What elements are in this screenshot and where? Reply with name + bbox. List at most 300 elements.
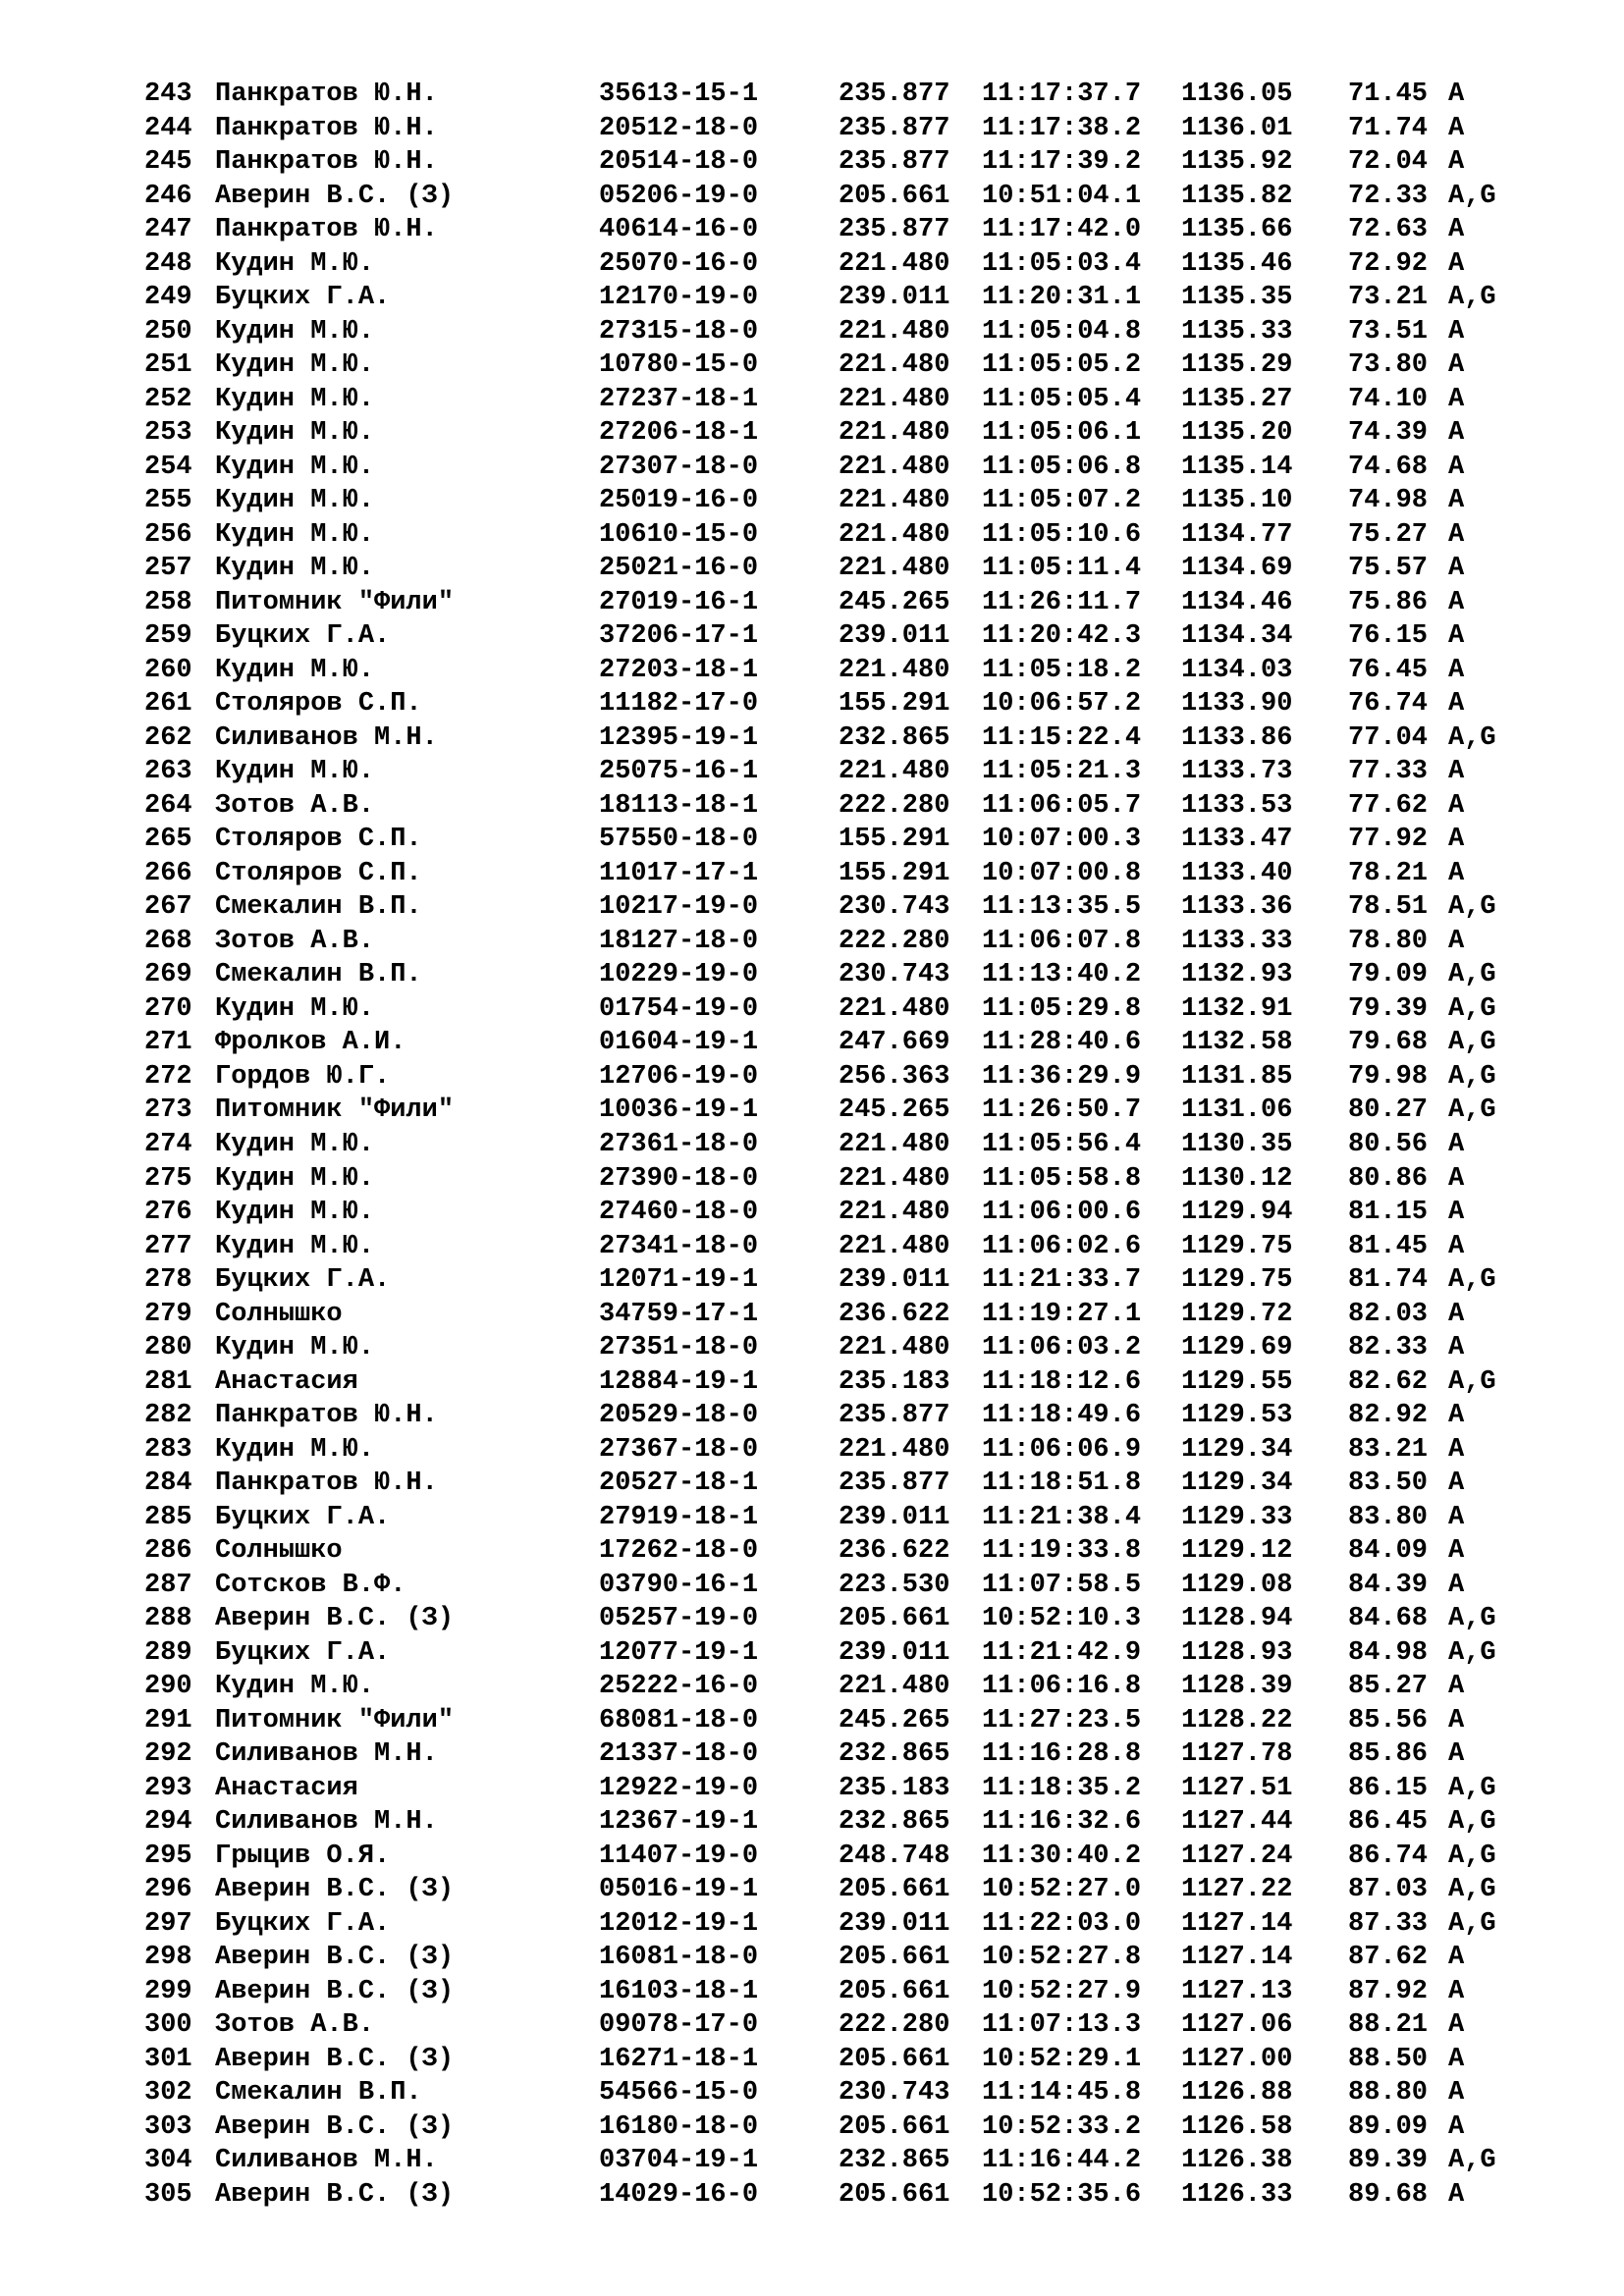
fancier-name: Панкратов Ю.Н. (215, 147, 438, 178)
distance: 205.661 (839, 1943, 950, 1973)
distance: 239.011 (839, 1637, 950, 1668)
place-number: 255 (144, 486, 192, 516)
fancier-name: Силиванов М.Н. (215, 1807, 438, 1838)
place-number: 283 (144, 1434, 192, 1465)
arrival-time: 11:21:38.4 (982, 1502, 1142, 1532)
distance: 245.265 (839, 587, 950, 617)
coefficient: 72.63 (1348, 215, 1429, 245)
ring-number: 25070-16-0 (599, 248, 759, 279)
ring-number: 57550-18-0 (599, 825, 759, 855)
fancier-name: Кудин М.Ю. (215, 248, 375, 279)
fancier-name: Буцких Г.А. (215, 1265, 391, 1296)
coefficient: 86.45 (1348, 1807, 1429, 1838)
table-row (0, 789, 1624, 824)
fancier-name: Аверин В.С. (З) (215, 181, 455, 211)
category-mark: A,G (1448, 1908, 1496, 1939)
coefficient: 82.62 (1348, 1366, 1429, 1397)
table-row (0, 1873, 1624, 1907)
speed: 1129.08 (1181, 1570, 1293, 1600)
table-row (0, 247, 1624, 282)
table-row (0, 1907, 1624, 1942)
ring-number: 35613-15-1 (599, 80, 759, 109)
fancier-name: Солнышко (215, 1299, 343, 1329)
table-row (0, 1975, 1624, 2009)
coefficient: 87.33 (1348, 1908, 1429, 1939)
coefficient: 75.27 (1348, 519, 1429, 550)
table-row (0, 890, 1624, 925)
table-row (0, 78, 1624, 112)
ring-number: 12395-19-1 (599, 722, 759, 753)
arrival-time: 11:05:05.2 (982, 350, 1142, 381)
table-row (0, 1941, 1624, 1975)
speed: 1133.40 (1181, 858, 1293, 888)
arrival-time: 11:16:44.2 (982, 2146, 1142, 2176)
arrival-time: 10:52:29.1 (982, 2044, 1142, 2074)
category-mark: A (1448, 215, 1465, 245)
place-number: 260 (144, 655, 192, 685)
coefficient: 74.39 (1348, 418, 1429, 449)
speed: 1129.69 (1181, 1333, 1293, 1363)
fancier-name: Панкратов Ю.Н. (215, 1401, 438, 1431)
ring-number: 10229-19-0 (599, 960, 759, 990)
fancier-name: Аверин В.С. (З) (215, 2044, 455, 2074)
ring-number: 12170-19-0 (599, 283, 759, 313)
distance: 235.877 (839, 147, 950, 178)
category-mark: A (1448, 1739, 1465, 1770)
arrival-time: 10:51:04.1 (982, 181, 1142, 211)
table-row (0, 1399, 1624, 1433)
ring-number: 12367-19-1 (599, 1807, 759, 1838)
category-mark: A (1448, 316, 1465, 347)
place-number: 259 (144, 621, 192, 652)
ring-number: 18127-18-0 (599, 926, 759, 956)
table-row (0, 1569, 1624, 1603)
speed: 1135.33 (1181, 316, 1293, 347)
arrival-time: 11:05:58.8 (982, 1163, 1142, 1194)
arrival-time: 11:19:27.1 (982, 1299, 1142, 1329)
fancier-name: Столяров С.П. (215, 689, 422, 720)
arrival-time: 11:18:12.6 (982, 1366, 1142, 1397)
table-row (0, 586, 1624, 620)
speed: 1126.58 (1181, 2111, 1293, 2142)
fancier-name: Кудин М.Ю. (215, 316, 375, 347)
coefficient: 85.56 (1348, 1705, 1429, 1735)
distance: 221.480 (839, 1333, 950, 1363)
coefficient: 87.92 (1348, 1976, 1429, 2006)
category-mark: A (1448, 519, 1465, 550)
fancier-name: Столяров С.П. (215, 825, 422, 855)
distance: 232.865 (839, 1739, 950, 1770)
ring-number: 12706-19-0 (599, 1061, 759, 1092)
fancier-name: Кудин М.Ю. (215, 1163, 375, 1194)
distance: 221.480 (839, 1231, 950, 1261)
ring-number: 27361-18-0 (599, 1129, 759, 1159)
place-number: 256 (144, 519, 192, 550)
ring-number: 12077-19-1 (599, 1637, 759, 1668)
distance: 205.661 (839, 2179, 950, 2210)
arrival-time: 11:17:37.7 (982, 80, 1142, 109)
category-mark: A,G (1448, 892, 1496, 923)
arrival-time: 11:26:50.7 (982, 1095, 1142, 1126)
speed: 1131.06 (1181, 1095, 1293, 1126)
ring-number: 16271-18-1 (599, 2044, 759, 2074)
table-row (0, 213, 1624, 247)
speed: 1135.10 (1181, 486, 1293, 516)
ring-number: 37206-17-1 (599, 621, 759, 652)
category-mark: A (1448, 2111, 1465, 2142)
distance: 232.865 (839, 2146, 950, 2176)
fancier-name: Кудин М.Ю. (215, 486, 375, 516)
table-row (0, 1737, 1624, 1772)
ring-number: 05257-19-0 (599, 1604, 759, 1634)
place-number: 244 (144, 113, 192, 143)
ring-number: 16081-18-0 (599, 1943, 759, 1973)
arrival-time: 11:21:33.7 (982, 1265, 1142, 1296)
coefficient: 84.39 (1348, 1570, 1429, 1600)
table-row (0, 2178, 1624, 2213)
place-number: 279 (144, 1299, 192, 1329)
fancier-name: Кудин М.Ю. (215, 1129, 375, 1159)
ring-number: 27390-18-0 (599, 1163, 759, 1194)
coefficient: 82.03 (1348, 1299, 1429, 1329)
coefficient: 73.21 (1348, 283, 1429, 313)
fancier-name: Кудин М.Ю. (215, 757, 375, 787)
arrival-time: 11:05:29.8 (982, 993, 1142, 1024)
speed: 1129.75 (1181, 1231, 1293, 1261)
coefficient: 82.92 (1348, 1401, 1429, 1431)
category-mark: A (1448, 1129, 1465, 1159)
speed: 1129.55 (1181, 1366, 1293, 1397)
category-mark: A (1448, 1434, 1465, 1465)
ring-number: 68081-18-0 (599, 1705, 759, 1735)
category-mark: A (1448, 1198, 1465, 1228)
ring-number: 10217-19-0 (599, 892, 759, 923)
category-mark: A,G (1448, 1637, 1496, 1668)
category-mark: A,G (1448, 1265, 1496, 1296)
fancier-name: Панкратов Ю.Н. (215, 80, 438, 109)
fancier-name: Фролков А.И. (215, 1028, 406, 1058)
category-mark: A (1448, 147, 1465, 178)
coefficient: 76.74 (1348, 689, 1429, 720)
speed: 1128.39 (1181, 1672, 1293, 1702)
arrival-time: 11:17:39.2 (982, 147, 1142, 178)
place-number: 270 (144, 993, 192, 1024)
arrival-time: 11:05:06.8 (982, 452, 1142, 482)
category-mark: A (1448, 452, 1465, 482)
speed: 1129.12 (1181, 1536, 1293, 1567)
speed: 1135.20 (1181, 418, 1293, 449)
coefficient: 85.86 (1348, 1739, 1429, 1770)
ring-number: 40614-16-0 (599, 215, 759, 245)
distance: 221.480 (839, 452, 950, 482)
fancier-name: Смекалин В.П. (215, 960, 422, 990)
arrival-time: 11:07:13.3 (982, 2010, 1142, 2041)
category-mark: A (1448, 689, 1465, 720)
ring-number: 25075-16-1 (599, 757, 759, 787)
arrival-time: 10:52:27.8 (982, 1943, 1142, 1973)
fancier-name: Зотов А.В. (215, 926, 375, 956)
speed: 1134.34 (1181, 621, 1293, 652)
speed: 1127.78 (1181, 1739, 1293, 1770)
coefficient: 71.74 (1348, 113, 1429, 143)
arrival-time: 11:05:07.2 (982, 486, 1142, 516)
arrival-time: 11:18:51.8 (982, 1468, 1142, 1499)
speed: 1126.33 (1181, 2179, 1293, 2210)
category-mark: A (1448, 2078, 1465, 2109)
fancier-name: Панкратов Ю.Н. (215, 215, 438, 245)
coefficient: 77.62 (1348, 790, 1429, 821)
distance: 221.480 (839, 350, 950, 381)
coefficient: 76.45 (1348, 655, 1429, 685)
speed: 1127.06 (1181, 2010, 1293, 2041)
coefficient: 84.98 (1348, 1637, 1429, 1668)
table-row (0, 1670, 1624, 1704)
speed: 1134.46 (1181, 587, 1293, 617)
coefficient: 77.04 (1348, 722, 1429, 753)
table-row (0, 2144, 1624, 2178)
fancier-name: Панкратов Ю.Н. (215, 1468, 438, 1499)
distance: 205.661 (839, 2044, 950, 2074)
fancier-name: Аверин В.С. (З) (215, 2111, 455, 2142)
arrival-time: 11:05:06.1 (982, 418, 1142, 449)
coefficient: 78.21 (1348, 858, 1429, 888)
arrival-time: 11:06:06.9 (982, 1434, 1142, 1465)
arrival-time: 11:30:40.2 (982, 1841, 1142, 1871)
category-mark: A (1448, 1299, 1465, 1329)
table-row (0, 1704, 1624, 1738)
place-number: 267 (144, 892, 192, 923)
results-list (0, 78, 1624, 2212)
distance: 205.661 (839, 1976, 950, 2006)
ring-number: 11182-17-0 (599, 689, 759, 720)
fancier-name: Анастасия (215, 1773, 358, 1803)
fancier-name: Зотов А.В. (215, 2010, 375, 2041)
coefficient: 73.80 (1348, 350, 1429, 381)
fancier-name: Аверин В.С. (З) (215, 1604, 455, 1634)
distance: 245.265 (839, 1705, 950, 1735)
arrival-time: 10:06:57.2 (982, 689, 1142, 720)
distance: 236.622 (839, 1536, 950, 1567)
fancier-name: Аверин В.С. (З) (215, 1943, 455, 1973)
table-row (0, 1060, 1624, 1095)
ring-number: 27367-18-0 (599, 1434, 759, 1465)
fancier-name: Буцких Г.А. (215, 621, 391, 652)
speed: 1128.22 (1181, 1705, 1293, 1735)
category-mark: A,G (1448, 283, 1496, 313)
speed: 1128.93 (1181, 1637, 1293, 1668)
fancier-name: Кудин М.Ю. (215, 384, 375, 414)
coefficient: 86.74 (1348, 1841, 1429, 1871)
distance: 230.743 (839, 960, 950, 990)
distance: 155.291 (839, 858, 950, 888)
place-number: 252 (144, 384, 192, 414)
fancier-name: Буцких Г.А. (215, 1908, 391, 1939)
table-row (0, 180, 1624, 214)
speed: 1133.73 (1181, 757, 1293, 787)
arrival-time: 11:18:49.6 (982, 1401, 1142, 1431)
arrival-time: 11:05:05.4 (982, 384, 1142, 414)
table-row (0, 1094, 1624, 1128)
category-mark: A (1448, 1976, 1465, 2006)
distance: 205.661 (839, 181, 950, 211)
coefficient: 79.39 (1348, 993, 1429, 1024)
speed: 1129.72 (1181, 1299, 1293, 1329)
ring-number: 01754-19-0 (599, 993, 759, 1024)
category-mark: A (1448, 1401, 1465, 1431)
arrival-time: 11:05:11.4 (982, 554, 1142, 584)
place-number: 280 (144, 1333, 192, 1363)
coefficient: 76.15 (1348, 621, 1429, 652)
table-row (0, 823, 1624, 857)
speed: 1127.14 (1181, 1943, 1293, 1973)
coefficient: 89.39 (1348, 2146, 1429, 2176)
fancier-name: Кудин М.Ю. (215, 993, 375, 1024)
place-number: 296 (144, 1875, 192, 1905)
place-number: 276 (144, 1198, 192, 1228)
table-row (0, 1805, 1624, 1840)
table-row (0, 1298, 1624, 1332)
fancier-name: Грыцив О.Я. (215, 1841, 391, 1871)
table-row (0, 1128, 1624, 1162)
speed: 1135.29 (1181, 350, 1293, 381)
coefficient: 79.09 (1348, 960, 1429, 990)
arrival-time: 11:19:33.8 (982, 1536, 1142, 1567)
table-row (0, 552, 1624, 586)
fancier-name: Аверин В.С. (З) (215, 1976, 455, 2006)
distance: 239.011 (839, 1502, 950, 1532)
distance: 230.743 (839, 892, 950, 923)
place-number: 250 (144, 316, 192, 347)
coefficient: 80.56 (1348, 1129, 1429, 1159)
category-mark: A (1448, 1672, 1465, 1702)
distance: 232.865 (839, 1807, 950, 1838)
coefficient: 71.45 (1348, 80, 1429, 109)
fancier-name: Кудин М.Ю. (215, 1198, 375, 1228)
ring-number: 27206-18-1 (599, 418, 759, 449)
arrival-time: 11:17:42.0 (982, 215, 1142, 245)
coefficient: 74.10 (1348, 384, 1429, 414)
place-number: 243 (144, 80, 192, 109)
place-number: 286 (144, 1536, 192, 1567)
distance: 235.183 (839, 1773, 950, 1803)
category-mark: A,G (1448, 1095, 1496, 1126)
fancier-name: Буцких Г.А. (215, 1637, 391, 1668)
place-number: 301 (144, 2044, 192, 2074)
place-number: 265 (144, 825, 192, 855)
fancier-name: Буцких Г.А. (215, 1502, 391, 1532)
fancier-name: Кудин М.Ю. (215, 452, 375, 482)
category-mark: A,G (1448, 1807, 1496, 1838)
distance: 235.877 (839, 113, 950, 143)
coefficient: 74.98 (1348, 486, 1429, 516)
place-number: 247 (144, 215, 192, 245)
place-number: 272 (144, 1061, 192, 1092)
speed: 1127.22 (1181, 1875, 1293, 1905)
category-mark: A,G (1448, 1366, 1496, 1397)
category-mark: A (1448, 113, 1465, 143)
category-mark: A,G (1448, 1841, 1496, 1871)
arrival-time: 10:07:00.8 (982, 858, 1142, 888)
category-mark: A (1448, 384, 1465, 414)
category-mark: A,G (1448, 1875, 1496, 1905)
fancier-name: Кудин М.Ю. (215, 519, 375, 550)
table-row (0, 1331, 1624, 1365)
ring-number: 12884-19-1 (599, 1366, 759, 1397)
distance: 235.877 (839, 1468, 950, 1499)
fancier-name: Питомник "Фили" (215, 587, 455, 617)
speed: 1135.35 (1181, 283, 1293, 313)
table-row (0, 1433, 1624, 1468)
place-number: 297 (144, 1908, 192, 1939)
speed: 1132.93 (1181, 960, 1293, 990)
coefficient: 79.68 (1348, 1028, 1429, 1058)
table-row (0, 687, 1624, 721)
distance: 239.011 (839, 1908, 950, 1939)
category-mark: A (1448, 418, 1465, 449)
arrival-time: 11:14:45.8 (982, 2078, 1142, 2109)
arrival-time: 11:13:40.2 (982, 960, 1142, 990)
category-mark: A (1448, 80, 1465, 109)
coefficient: 72.33 (1348, 181, 1429, 211)
place-number: 293 (144, 1773, 192, 1803)
coefficient: 88.21 (1348, 2010, 1429, 2041)
distance: 235.877 (839, 215, 950, 245)
table-row (0, 1501, 1624, 1535)
distance: 236.622 (839, 1299, 950, 1329)
coefficient: 89.68 (1348, 2179, 1429, 2210)
arrival-time: 11:36:29.9 (982, 1061, 1142, 1092)
distance: 222.280 (839, 790, 950, 821)
place-number: 262 (144, 722, 192, 753)
category-mark: A,G (1448, 2146, 1496, 2176)
category-mark: A (1448, 1502, 1465, 1532)
ring-number: 27237-18-1 (599, 384, 759, 414)
coefficient: 80.27 (1348, 1095, 1429, 1126)
ring-number: 12012-19-1 (599, 1908, 759, 1939)
table-row (0, 755, 1624, 789)
place-number: 289 (144, 1637, 192, 1668)
speed: 1127.13 (1181, 1976, 1293, 2006)
coefficient: 81.74 (1348, 1265, 1429, 1296)
fancier-name: Панкратов Ю.Н. (215, 113, 438, 143)
arrival-time: 10:52:35.6 (982, 2179, 1142, 2210)
arrival-time: 11:07:58.5 (982, 1570, 1142, 1600)
distance: 221.480 (839, 1129, 950, 1159)
speed: 1127.51 (1181, 1773, 1293, 1803)
arrival-time: 11:05:10.6 (982, 519, 1142, 550)
speed: 1130.35 (1181, 1129, 1293, 1159)
category-mark: A (1448, 655, 1465, 685)
category-mark: A (1448, 1570, 1465, 1600)
speed: 1129.75 (1181, 1265, 1293, 1296)
distance: 247.669 (839, 1028, 950, 1058)
speed: 1134.03 (1181, 655, 1293, 685)
arrival-time: 11:15:22.4 (982, 722, 1142, 753)
coefficient: 81.15 (1348, 1198, 1429, 1228)
table-row (0, 518, 1624, 553)
ring-number: 12922-19-0 (599, 1773, 759, 1803)
place-number: 295 (144, 1841, 192, 1871)
distance: 248.748 (839, 1841, 950, 1871)
speed: 1132.58 (1181, 1028, 1293, 1058)
category-mark: A,G (1448, 722, 1496, 753)
arrival-time: 11:06:07.8 (982, 926, 1142, 956)
ring-number: 27307-18-0 (599, 452, 759, 482)
category-mark: A (1448, 1536, 1465, 1567)
distance: 221.480 (839, 248, 950, 279)
category-mark: A (1448, 587, 1465, 617)
distance: 221.480 (839, 519, 950, 550)
